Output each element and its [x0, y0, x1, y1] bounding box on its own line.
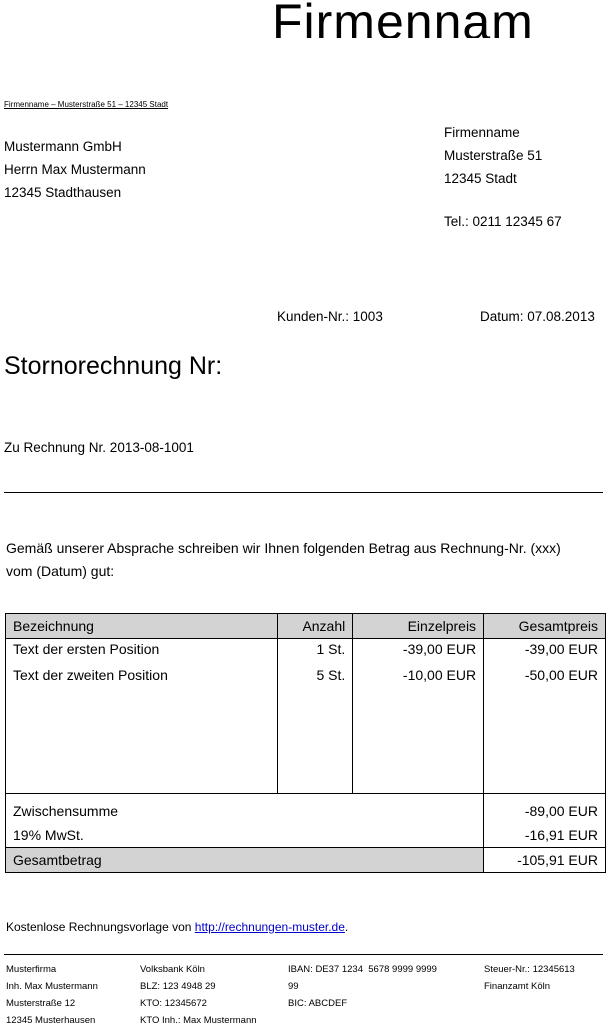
customer-number: Kunden-Nr.: 1003: [277, 309, 383, 322]
company-line: Musterstraße 51: [444, 148, 543, 163]
footer-company-info: [6, 961, 98, 1029]
footer-line: Inh. Max Mustermann: [6, 981, 98, 992]
company-logo-text: Firmennam: [272, 0, 534, 38]
items-table: [5, 613, 606, 873]
footer-iban-info: [288, 961, 478, 1012]
footer-line: Musterstraße 12: [6, 998, 76, 1009]
row-quantity: 1 St.: [278, 639, 353, 666]
intro-text: Gemäß unserer Absprache schreiben wir Ihnen folgenden Betrag aus Rechnung-Nr. (xxx) vom (Datum) gut:: [6, 540, 561, 579]
invoice-date: Datum: 07.08.2013: [480, 309, 595, 322]
divider: [4, 492, 603, 493]
promo-prefix: Kostenlose Rechnungsvorlage von: [6, 920, 195, 934]
promo-link[interactable]: http://rechnungen-muster.de: [194, 920, 345, 934]
table-row: [6, 639, 606, 666]
grand-total-value: -105,91 EUR: [484, 848, 606, 873]
recipient-line: Mustermann GmbH: [4, 139, 122, 154]
promo-suffix: .: [344, 920, 349, 934]
company-address: [444, 121, 542, 190]
header-description: Bezeichnung: [6, 614, 278, 639]
footer-tax-info: [484, 961, 575, 995]
grand-total-label: Gesamtbetrag: [6, 848, 484, 873]
footer-line: Steuer-Nr.: 12345613: [484, 964, 575, 975]
footer-divider: [4, 954, 603, 955]
grand-total-row: [6, 848, 606, 873]
header-quantity: Anzahl: [278, 614, 353, 639]
footer-line: 99: [288, 981, 299, 992]
footer-line: 12345 Musterhausen: [6, 1015, 96, 1026]
row-unit-price: -39,00 EUR: [353, 639, 484, 666]
recipient-line: Herrn Max Mustermann: [4, 162, 146, 177]
row-total-price: -50,00 EUR: [484, 665, 606, 691]
footer-line: BLZ: 123 4948 29: [140, 981, 216, 992]
header-total-price: Gesamtpreis: [484, 614, 606, 639]
invoice-reference: Zu Rechnung Nr. 2013-08-1001: [4, 440, 194, 455]
footer-line: Volksbank Köln: [140, 964, 205, 975]
row-quantity: 5 St.: [278, 665, 353, 691]
vat-label: 19% MwSt.: [6, 823, 484, 848]
promo-text: [6, 920, 348, 934]
vat-row: [6, 823, 606, 848]
recipient-line: 12345 Stadthausen: [4, 185, 122, 200]
document-title: Stornorechnung Nr:: [4, 352, 223, 380]
company-line: Firmenname: [444, 125, 520, 140]
footer-bank-info: [140, 961, 257, 1029]
table-empty-space: [6, 691, 606, 794]
subtotal-value: -89,00 EUR: [484, 794, 606, 824]
subtotal-row: [6, 794, 606, 824]
company-phone: Tel.: 0211 12345 67: [444, 214, 562, 229]
row-unit-price: -10,00 EUR: [353, 665, 484, 691]
row-description: Text der ersten Position: [6, 639, 278, 666]
subtotal-label: Zwischensumme: [6, 794, 484, 824]
footer-line: KTO Inh.: Max Mustermann: [140, 1015, 257, 1026]
recipient-address: [4, 135, 146, 204]
vat-value: -16,91 EUR: [484, 823, 606, 848]
header-unit-price: Einzelpreis: [353, 614, 484, 639]
footer-line: BIC: ABCDEF: [288, 998, 348, 1009]
sender-address-line: Firmenname – Musterstraße 51 – 12345 Stadt: [4, 100, 169, 109]
footer-line: Finanzamt Köln: [484, 981, 551, 992]
footer-line: Musterfirma: [6, 964, 57, 975]
footer-line: KTO: 12345672: [140, 998, 207, 1009]
table-row: [6, 665, 606, 691]
row-description: Text der zweiten Position: [6, 665, 278, 691]
footer-line: IBAN: DE37 1234 5678 9999 9999: [288, 964, 437, 975]
table-header-row: [6, 614, 606, 639]
row-total-price: -39,00 EUR: [484, 639, 606, 666]
company-line: 12345 Stadt: [444, 171, 517, 186]
